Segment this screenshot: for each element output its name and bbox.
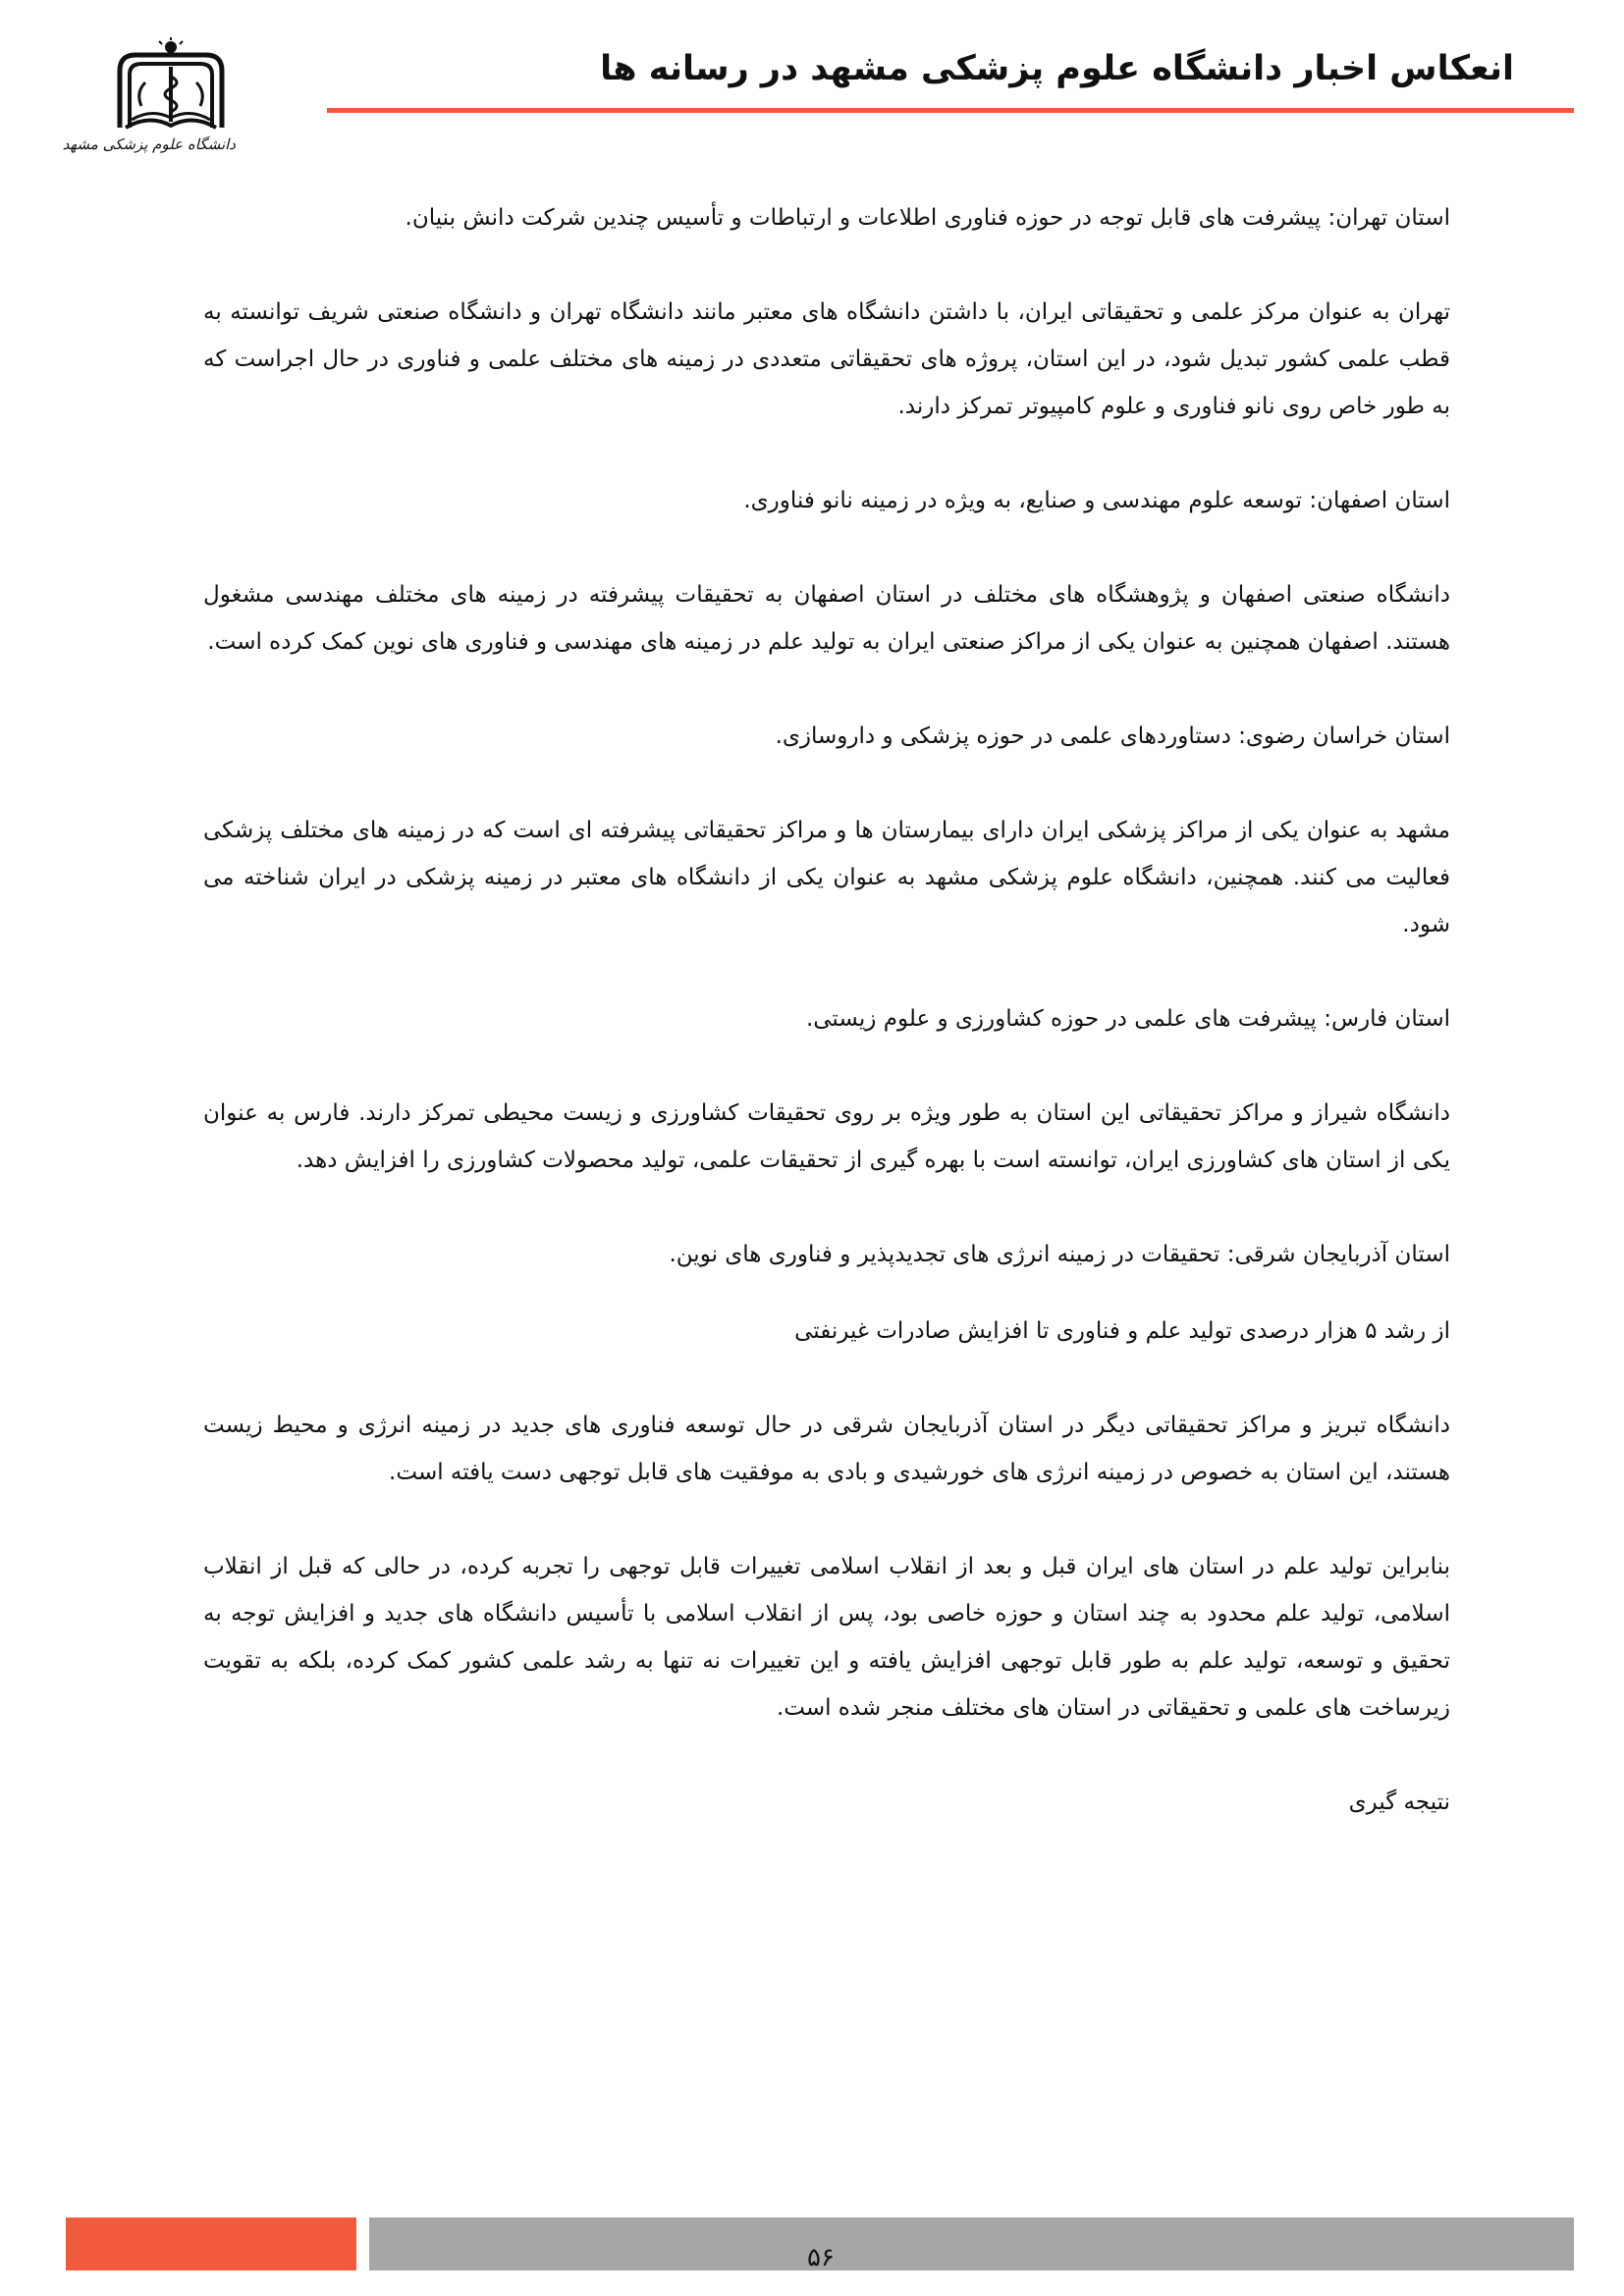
paragraph-growth-subheading: از رشد ۵ هزار درصدی تولید علم و فناوری تا افزایش صادرات غیرنفتی xyxy=(794,1318,1450,1344)
page-header-title: انعکاس اخبار دانشگاه علوم پزشکی مشهد در رسانه ها xyxy=(600,49,1514,88)
paragraph-summary: بنابراین تولید علم در استان های ایران قبل و بعد از انقلاب اسلامی تغییرات قابل توجهی را تجربه کرده، در حالی که قبل از انقلاب اسلامی، تولید علم محدود به چند استان و حوزه خاصی بود، پس از انقلاب اسلامی با تأسیس دانشگاه های جدید و افزایش توجه به تحقیق و توسعه، تولید علم به طور قابل توجهی افزایش یافته و این تغییرات نه تنها به رشد علمی کشور کمک کرده، بلکه به تقویت زیرساخت های علمی و تحقیقاتی در استان های مختلف منجر شده است. xyxy=(203,1554,1450,1721)
paragraph-khorasan-heading: استان خراسان رضوی: دستاوردهای علمی در حوزه پزشکی و داروسازی. xyxy=(775,723,1450,749)
logo-caption: دانشگاه علوم پزشکی مشهد xyxy=(62,135,236,153)
university-emblem-icon xyxy=(106,37,236,135)
paragraph-isfahan-body: دانشگاه صنعتی اصفهان و پژوهشگاه های مختلف در استان اصفهان به تحقیقات پیشرفته در زمینه های مختلف مهندسی مشغول هستند. اصفهان همچنین به عنوان یکی از مراکز صنعتی ایران به تولید علم در زمینه های مهندسی و فناوری های نوین کمک کرده است. xyxy=(203,582,1450,655)
paragraph-fars-body: دانشگاه شیراز و مراکز تحقیقاتی این استان به طور ویژه بر روی تحقیقات کشاورزی و زیست محیطی تمرکز دارند. فارس به عنوان یکی از استان های کشاورزی ایران، توانسته است با بهره گیری از تحقیقات علمی، تولید محصولات کشاورزی را افزایش دهد. xyxy=(203,1100,1450,1173)
footer-accent-bar xyxy=(66,2217,356,2270)
page-number: ۵۶ xyxy=(807,2243,835,2272)
paragraph-conclusion-heading: نتیجه گیری xyxy=(1348,1789,1450,1815)
paragraph-azarbaijan-body: دانشگاه تبریز و مراکز تحقیقاتی دیگر در استان آذربایجان شرقی در حال توسعه فناوری های جدید در زمینه انرژی و محیط زیست هستند، این استان به خصوص در زمینه انرژی های خورشیدی و بادی به موفقیت های قابل توجهی دست یافته است. xyxy=(203,1413,1450,1485)
paragraph-tehran-body: تهران به عنوان مرکز علمی و تحقیقاتی ایران، با داشتن دانشگاه های معتبر مانند دانشگاه تهران و دانشگاه صنعتی شریف توانسته به قطب علمی کشور تبدیل شود، در این استان، پروژه های تحقیقاتی متعددی در زمینه های مختلف علمی و فناوری در حال اجراست که به طور خاص روی نانو فناوری و علوم کامپیوتر تمرکز دارند. xyxy=(203,299,1450,419)
paragraph-khorasan-body: مشهد به عنوان یکی از مراکز پزشکی ایران دارای بیمارستان ها و مراکز تحقیقاتی پیشرفته ای است که در زمینه های مختلف پزشکی فعالیت می کنند. همچنین، دانشگاه علوم پزشکی مشهد به عنوان یکی از دانشگاه های معتبر در زمینه پزشکی در ایران شناخته می شود. xyxy=(203,818,1450,937)
paragraph-azarbaijan-heading: استان آذربایجان شرقی: تحقیقات در زمینه انرژی های تجدیدپذیر و فناوری های نوین. xyxy=(669,1242,1450,1267)
article-body xyxy=(203,194,1450,1826)
paragraph-isfahan-heading: استان اصفهان: توسعه علوم مهندسی و صنایع، به ویژه در زمینه نانو فناوری. xyxy=(743,488,1450,513)
header-divider xyxy=(327,108,1574,113)
university-logo xyxy=(62,37,236,175)
footer-gray-bar xyxy=(369,2217,1574,2270)
paragraph-fars-heading: استان فارس: پیشرفت های علمی در حوزه کشاورزی و علوم زیستی. xyxy=(805,1006,1450,1032)
paragraph-tehran-heading: استان تهران: پیشرفت های قابل توجه در حوزه فناوری اطلاعات و ارتباطات و تأسیس چندین شرکت دانش بنیان. xyxy=(405,205,1450,231)
